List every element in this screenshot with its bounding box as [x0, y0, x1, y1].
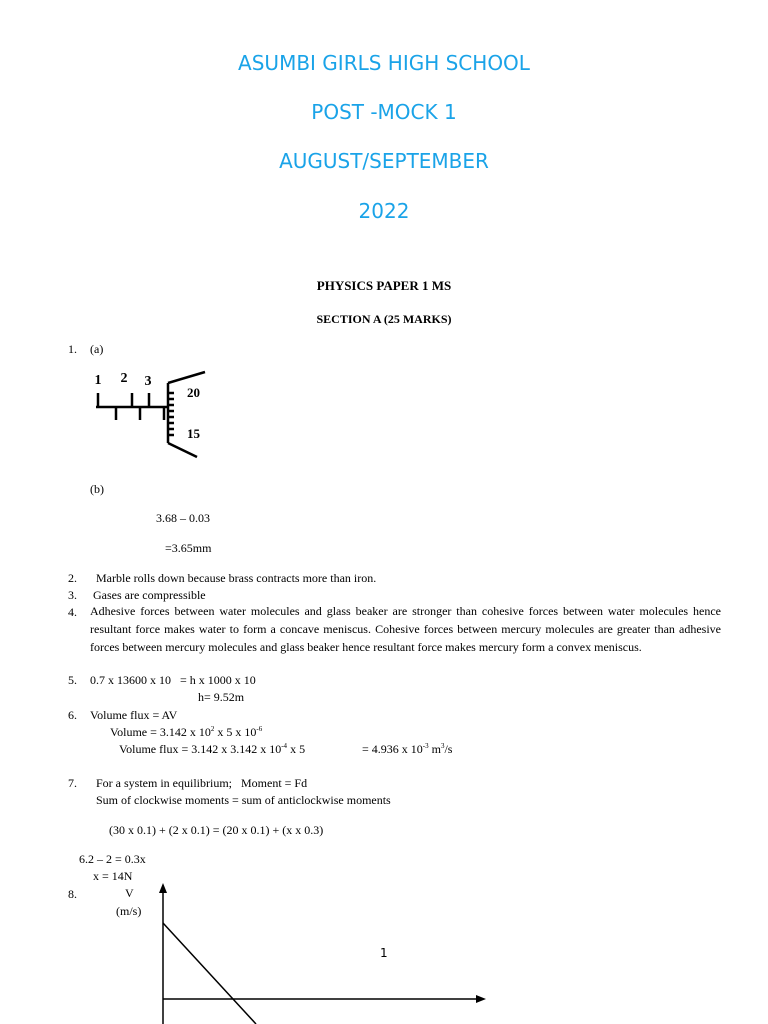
q8-axis-y-label: V	[125, 886, 134, 900]
graph-y-arrowhead	[159, 883, 167, 893]
q3-number: 3.	[68, 588, 77, 602]
velocity-time-graph	[150, 878, 495, 1024]
q7-line4: 6.2 – 2 = 0.3x	[79, 852, 146, 866]
micrometer-sleeve-scale	[96, 393, 168, 420]
scale-label-3: 3	[144, 374, 152, 389]
q7-number: 7.	[68, 776, 77, 790]
q6-line3: Volume flux = 3.142 x 3.142 x $10^{-4}$ x 5	[119, 742, 306, 756]
graph-velocity-line	[163, 923, 256, 1024]
q3-answer: Gases are compressible	[93, 588, 206, 602]
page-number: 1	[380, 946, 388, 960]
q7-line5: x = 14N	[93, 869, 133, 883]
q1-number: 1.	[68, 342, 77, 356]
q5-line2: h= 9.52m	[198, 690, 245, 704]
q5-number: 5.	[68, 673, 77, 687]
q6-line1: Volume flux = AV	[90, 708, 178, 722]
q4-answer: Adhesive forces between water molecules and glass beaker are stronger than cohesive forces between water molecules hence resultant force makes water to form a concave meniscus. Cohesive forces between mercury molecules are greater than adhesive forces between mercury molecules and glass beaker hence resultant force makes mercury form a convex meniscus.	[90, 604, 721, 654]
q7-line2: Sum of clockwise moments = sum of anticlockwise moments	[96, 793, 391, 807]
paper-title: PHYSICS PAPER 1 MS	[316, 278, 452, 293]
exam-year: 2022	[358, 199, 410, 223]
q7-line3: (30 x 0.1) + (2 x 0.1) = (20 x 0.1) + (x x 0.3)	[109, 823, 324, 837]
scale-label-1: 1	[94, 373, 102, 388]
q2-answer: Marble rolls down because brass contracts more than iron.	[96, 571, 377, 585]
q8-number: 8.	[68, 887, 77, 901]
q6-line2: Volume = 3.142 x $10^2$ x 5 x $10^{-6}$	[110, 725, 263, 739]
q1-calc-line2: =3.65mm	[165, 541, 212, 555]
q6-number: 6.	[68, 708, 77, 722]
q2-number: 2.	[68, 571, 77, 585]
thimble-label-15: 15	[187, 426, 200, 441]
q1-part-b: (b)	[90, 482, 104, 496]
q5-line1: 0.7 x 13600 x 10 = h x 1000 x 10	[90, 673, 256, 687]
graph-x-arrowhead	[476, 995, 486, 1003]
q4-number: 4.	[68, 605, 77, 619]
exam-name: POST -MOCK 1	[311, 100, 457, 124]
thimble-label-20: 20	[187, 385, 200, 400]
exam-months: AUGUST/SEPTEMBER	[279, 149, 489, 173]
micrometer-diagram	[90, 365, 215, 465]
q7-line1: For a system in equilibrium; Moment = Fd	[96, 776, 308, 790]
school-name: ASUMBI GIRLS HIGH SCHOOL	[238, 51, 530, 75]
q1-calc-line1: 3.68 – 0.03	[156, 511, 210, 525]
q1-part-a: (a)	[90, 342, 104, 356]
q8-axis-y-unit: (m/s)	[116, 904, 142, 918]
section-title: SECTION A (25 MARKS)	[316, 312, 452, 326]
scale-label-2: 2	[120, 371, 128, 386]
q6-result: = 4.936 x $10^{-3}$ $m^3/s$	[362, 742, 453, 756]
